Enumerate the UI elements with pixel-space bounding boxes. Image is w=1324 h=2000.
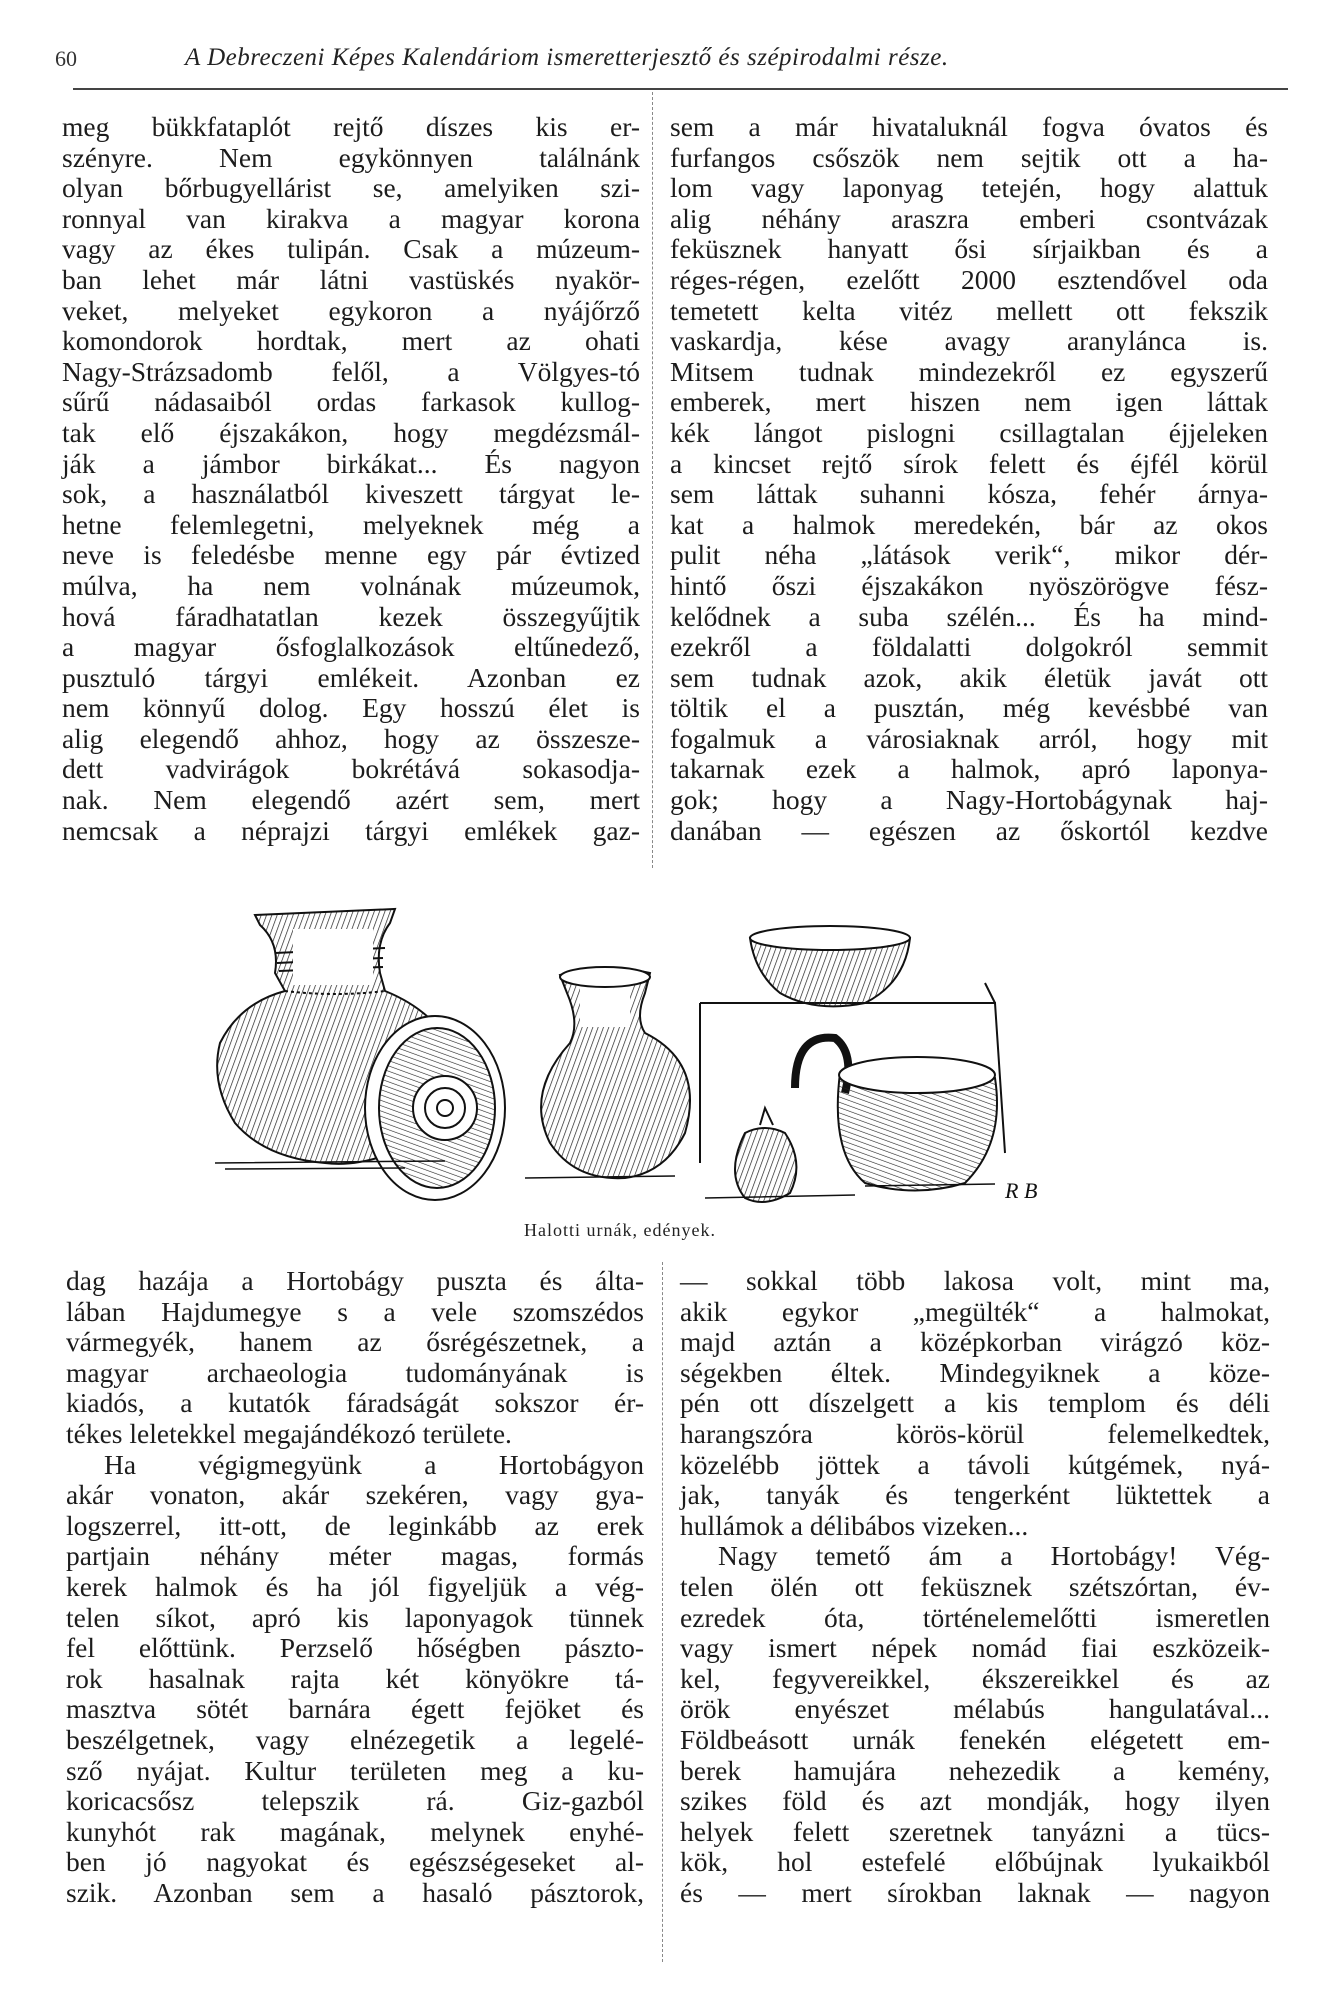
column-divider-top (652, 92, 653, 868)
text-line: feküsznek hanyatt ősi sírjaikban és a (670, 233, 1268, 265)
urns-engraving (205, 893, 1115, 1223)
text-line: dett vadvirágok bokrétává sokasodja- (62, 753, 640, 785)
text-column-top-right (670, 112, 1268, 846)
text-line: sok, a használatból kiveszett tárgyat le- (62, 478, 640, 510)
text-line: veket, melyeket egykoron a nyájőrző (62, 294, 640, 326)
text-line: helyek felett szeretnek tanyázni a tücs- (680, 1815, 1270, 1847)
text-line: logszerrel, itt-ott, de leginkább az erek (66, 1509, 644, 1541)
text-line: ezredek óta, történelemelőtti ismeretlen (680, 1601, 1270, 1633)
handled-cup-icon (795, 1038, 997, 1191)
text-line: temetett kelta vitéz mellett ott fekszik (670, 294, 1268, 326)
header-rule (73, 88, 1288, 90)
text-line: tékes leletekkel megajándékozó területe. (66, 1417, 512, 1449)
text-line: kék lángot pislogni csillagtalan éjjeleken (670, 416, 1268, 448)
text-line: Mitsem tudnak mindezekről ez egyszerű (670, 355, 1268, 387)
text-line: masztva sötét barnára égett fejöket és (66, 1693, 644, 1725)
text-line: beszélgetnek, vagy elnézegetik a legelé- (66, 1723, 644, 1755)
text-line: alig néhány araszra emberi csontvázak (670, 202, 1268, 234)
text-line: Nagy temető ám a Hortobágy! Vég- (718, 1540, 1270, 1572)
small-bowl-icon (750, 926, 910, 1006)
text-line: akár vonaton, akár szekéren, vagy gya- (66, 1479, 644, 1511)
text-line: harangszóra körös-körül felemelkedtek, (680, 1417, 1270, 1449)
text-line: akik egykor „megülték“ a halmokat, (680, 1295, 1270, 1327)
text-line: magyar archaeologia tudományának is (66, 1356, 644, 1388)
text-line: lában Hajdumegye s a vele szomszédos (66, 1295, 644, 1327)
text-line: ják a jámbor birkákat... És nagyon (62, 447, 640, 479)
text-line: kel, fegyvereikkel, ékszereikkel és az (680, 1662, 1270, 1694)
text-line: lom vagy laponyag tetején, hogy alattuk (670, 172, 1268, 204)
text-line: Földbeásott urnák fenekén elégetett em- (680, 1723, 1270, 1755)
text-line: ban lehet már látni vastüskés nyakör- (62, 263, 640, 295)
text-line: kerek halmok és ha jól figyeljük a vég- (66, 1570, 644, 1602)
text-line: koricacsősz telepszik rá. Giz-gazból (66, 1785, 644, 1817)
text-line: partjain néhány méter magas, formás (66, 1540, 644, 1572)
text-line: vagy az ékes tulipán. Csak a múzeum- (62, 233, 640, 265)
running-title: A Debreczeni Képes Kalendáriom ismeretterjesztő és szépirodalmi része. (185, 44, 949, 71)
page-header (55, 40, 1270, 92)
text-line: sem láttak suhanni kósza, fehér árnya- (670, 478, 1268, 510)
text-line: szikes föld és azt mondják, hogy ilyen (680, 1785, 1270, 1817)
text-line: emberek, mert hiszen nem igen láttak (670, 386, 1268, 418)
text-line: berek hamujára nehezedik a kemény, (680, 1754, 1270, 1786)
text-line: vármegyék, hanem az ősrégészetnek, a (66, 1326, 644, 1358)
text-line: rok hasalnak rajta két könyökre tá- (66, 1662, 644, 1694)
text-line: pusztuló tárgyi emlékeit. Azonban ez (62, 661, 640, 693)
text-line: szényre. Nem egykönnyen találnánk (62, 141, 640, 173)
text-line: hullámok a délibábos vizeken... (680, 1509, 1029, 1541)
text-line: hetne felemlegetni, melyeknek még a (62, 508, 640, 540)
text-line: töltik el a pusztán, még kevésbbé van (670, 692, 1268, 724)
text-line: hová fáradhatatlan kezek összegyűjtik (62, 600, 640, 632)
figure-caption: Halotti urnák, edények. (524, 1220, 716, 1240)
text-line: furfangos csőszök nem sejtik ott a ha- (670, 141, 1268, 173)
text-column-top-left (62, 112, 640, 846)
page-number: 60 (55, 46, 77, 71)
text-line: sző nyájat. Kultur területen meg a ku- (66, 1754, 644, 1786)
text-column-bottom-right (680, 1266, 1270, 1908)
text-line: fel előttünk. Perzselő hőségben pászto- (66, 1632, 644, 1664)
text-column-bottom-left (66, 1266, 644, 1908)
text-line: örök enyészet mélabús hangulatával... (680, 1693, 1270, 1725)
text-line: neve is feledésbe menne egy pár évtized (62, 539, 640, 571)
text-line: danában — egészen az őskortól kezdve (670, 814, 1268, 846)
text-line: meg bükkfataplót rejtő díszes kis er- (62, 111, 640, 142)
text-line: nemcsak a néprajzi tárgyi emlékek gaz- (62, 814, 640, 846)
text-line: kat a halmok meredekén, bár az okos (670, 508, 1268, 540)
text-line: takarnak ezek a halmok, apró laponya- (670, 753, 1268, 785)
text-line: ségekben éltek. Mindegyiknek a köze- (680, 1356, 1270, 1388)
text-line: telen ölén ott feküsznek szétszórtan, év- (680, 1570, 1270, 1602)
text-line: és — mert sírokban laknak — nagyon (680, 1876, 1270, 1908)
column-divider-bottom (662, 1262, 663, 1962)
text-line: a kincset rejtő sírok felett és éjfél körül (670, 447, 1268, 479)
text-line: vagy ismert népek nomád fiai eszközeik- (680, 1632, 1270, 1664)
artist-signature: R B (1005, 1178, 1038, 1203)
text-line: tak elő éjszakákon, hogy megdézsmál- (62, 416, 640, 448)
text-line: jak, tanyák és tengerként lüktettek a (680, 1479, 1270, 1511)
text-line: Nagy-Strázsadomb felől, a Völgyes-tó (62, 355, 640, 387)
text-line: ben jó nagyokat és egészségeseket al- (66, 1846, 644, 1878)
small-jug-icon (735, 1108, 796, 1202)
text-line: — sokkal több lakosa volt, mint ma, (680, 1265, 1270, 1296)
text-line: gok; hogy a Nagy-Hortobágynak haj- (670, 784, 1268, 816)
text-line: réges-régen, ezelőtt 2000 esztendővel oda (670, 263, 1268, 295)
text-line: sűrű nádasaiból ordas farkasok kullog- (62, 386, 640, 418)
text-line: dag hazája a Hortobágy puszta és álta- (66, 1265, 644, 1296)
medium-urn-icon (541, 967, 690, 1178)
text-line: Ha végigmegyünk a Hortobágyon (104, 1448, 644, 1480)
text-line: pulit néha „látások verik“, mikor dér- (670, 539, 1268, 571)
text-line: majd aztán a középkorban virágzó köz- (680, 1326, 1270, 1358)
text-line: kunyhót rak magának, melynek enyhé- (66, 1815, 644, 1847)
text-line: szik. Azonban sem a hasaló pásztorok, (66, 1876, 644, 1908)
text-line: olyan bőrbugyellárist se, amelyiken szi- (62, 172, 640, 204)
text-line: kelődnek a suba szélén... És ha mind- (670, 600, 1268, 632)
text-line: ronnyal van kirakva a magyar korona (62, 202, 640, 234)
text-line: pén ott díszelgett a kis templom és déli (680, 1387, 1270, 1419)
text-line: komondorok hordtak, mert az ohati (62, 325, 640, 357)
text-line: telen síkot, apró kis laponyagok tünnek (66, 1601, 644, 1633)
text-line: alig elegendő ahhoz, hogy az összesze- (62, 722, 640, 754)
text-line: vaskardja, kése avagy aranylánca is. (670, 325, 1268, 357)
text-line: fogalmuk a városiaknak arról, hogy mit (670, 722, 1268, 754)
text-line: közelébb jöttek a távoli kútgémek, nyá- (680, 1448, 1270, 1480)
text-line: a magyar ősfoglalkozások eltűnedező, (62, 631, 640, 663)
text-line: ezekről a földalatti dolgokról semmit (670, 631, 1268, 663)
text-line: sem tudnak azok, akik életük javát ott (670, 661, 1268, 693)
text-line: hintő őszi éjszakákon nyöszörögve fész- (670, 569, 1268, 601)
text-line: kök, hol estefelé előbújnak lyukaikból (680, 1846, 1270, 1878)
text-line: kiadós, a kutatók fáradságát sokszor ér- (66, 1387, 644, 1419)
decorated-disc-icon (365, 1016, 505, 1200)
text-line: sem a már hivataluknál fogva óvatos és (670, 111, 1268, 142)
illustration-funeral-urns (205, 893, 1115, 1223)
text-line: nem könnyű dolog. Egy hosszú élet is (62, 692, 640, 724)
text-line: nak. Nem elegendő azért sem, mert (62, 784, 640, 816)
text-line: múlva, ha nem volnának múzeumok, (62, 569, 640, 601)
